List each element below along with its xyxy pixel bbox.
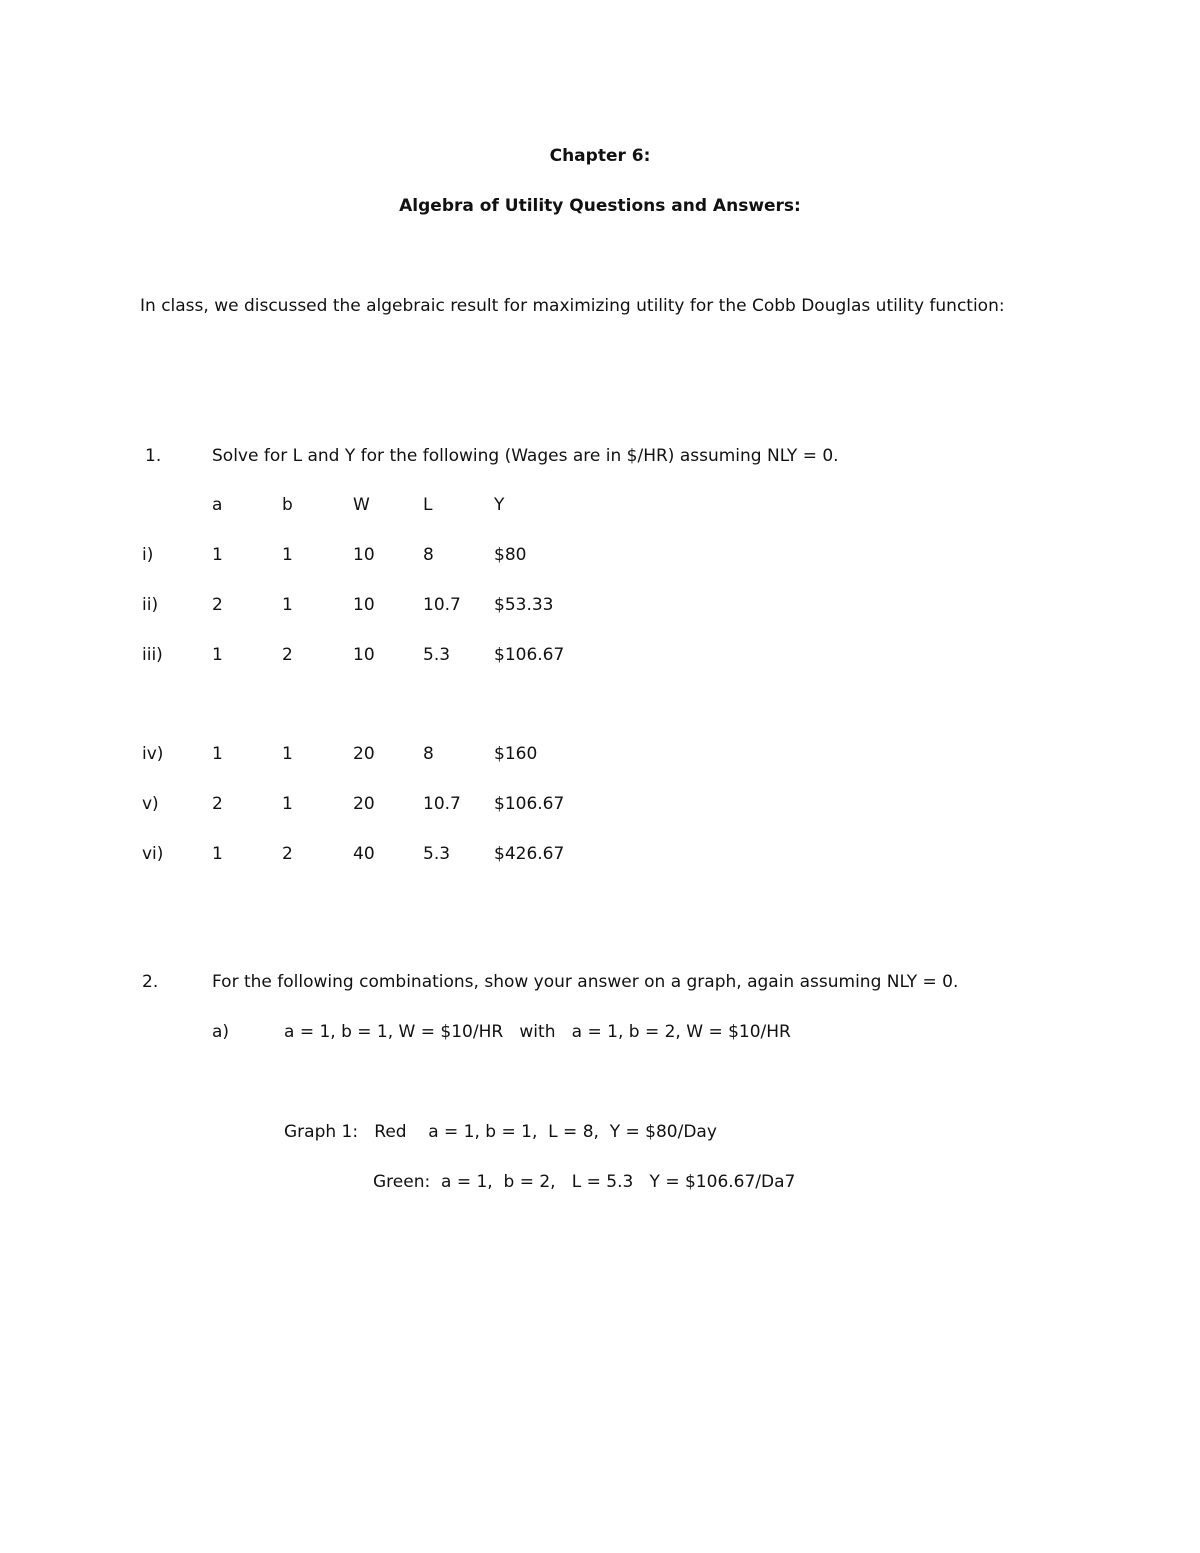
cell-l: 8: [423, 744, 434, 764]
part-a-label: a): [212, 1022, 230, 1042]
cell-y: $426.67: [494, 844, 565, 864]
cell-b: 2: [282, 645, 293, 665]
cell-l: 8: [423, 545, 434, 565]
row-label: i): [142, 545, 154, 565]
cell-w: 10: [353, 595, 375, 615]
question-2-text: For the following combinations, show your answer on a graph, again assuming NLY = 0.: [212, 972, 959, 992]
cell-a: 1: [212, 645, 223, 665]
cell-y: $160: [494, 744, 538, 764]
question-1-text: Solve for L and Y for the following (Wages are in $/HR) assuming NLY = 0.: [212, 446, 839, 466]
cell-a: 1: [212, 545, 223, 565]
cell-w: 40: [353, 844, 375, 864]
cell-a: 2: [212, 794, 223, 814]
cell-l: 10.7: [423, 794, 461, 814]
row-label: ii): [142, 595, 159, 615]
header-a: a: [212, 495, 223, 515]
cell-w: 20: [353, 794, 375, 814]
cell-l: 5.3: [423, 844, 451, 864]
header-y: Y: [494, 495, 505, 515]
graph-1-red-line: Graph 1: Red a = 1, b = 1, L = 8, Y = $80/Day: [284, 1122, 717, 1142]
question-1-number: 1.: [145, 446, 162, 466]
cell-y: $80: [494, 545, 527, 565]
row-label: iii): [142, 645, 163, 665]
cell-a: 1: [212, 744, 223, 764]
cell-w: 10: [353, 545, 375, 565]
cell-a: 2: [212, 595, 223, 615]
question-2-number: 2.: [142, 972, 159, 992]
intro-paragraph: In class, we discussed the algebraic result for maximizing utility for the Cobb Douglas utility function:: [140, 296, 1005, 316]
chapter-title: Chapter 6:: [549, 146, 651, 166]
page-subtitle: Algebra of Utility Questions and Answers:: [399, 196, 801, 216]
row-label: v): [142, 794, 159, 814]
header-l: L: [423, 495, 433, 515]
graph-1-green-line: Green: a = 1, b = 2, L = 5.3 Y = $106.67/Da7: [373, 1172, 796, 1192]
header-w: W: [353, 495, 370, 515]
row-label: vi): [142, 844, 164, 864]
cell-y: $106.67: [494, 794, 565, 814]
header-b: b: [282, 495, 293, 515]
cell-b: 1: [282, 545, 293, 565]
cell-l: 10.7: [423, 595, 461, 615]
cell-y: $53.33: [494, 595, 554, 615]
cell-b: 1: [282, 744, 293, 764]
cell-w: 20: [353, 744, 375, 764]
row-label: iv): [142, 744, 164, 764]
cell-l: 5.3: [423, 645, 451, 665]
cell-b: 2: [282, 844, 293, 864]
cell-y: $106.67: [494, 645, 565, 665]
cell-b: 1: [282, 794, 293, 814]
cell-b: 1: [282, 595, 293, 615]
part-a-text: a = 1, b = 1, W = $10/HR with a = 1, b = 2, W = $10/HR: [284, 1022, 791, 1042]
cell-a: 1: [212, 844, 223, 864]
cell-w: 10: [353, 645, 375, 665]
